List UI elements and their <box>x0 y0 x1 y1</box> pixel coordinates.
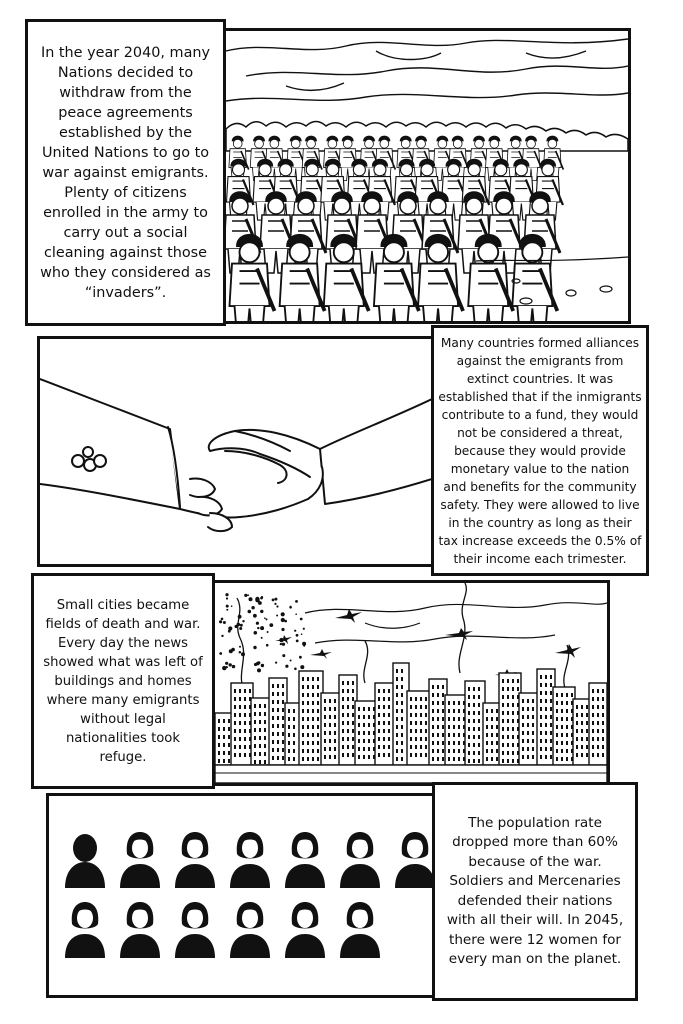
caption-population <box>432 782 638 1001</box>
caption-text: Small cities became fields of death and war. Every day the news showed what was left of buildings and homes where many emigrants without legal nationalities took refuge. <box>43 597 203 765</box>
woman-silhouette <box>285 902 325 958</box>
woman-silhouette <box>120 832 160 888</box>
woman-silhouette <box>65 902 105 958</box>
caption-war-declaration <box>25 19 226 326</box>
caption-text: In the year 2040, many Nations decided to withdraw from the peace agreements established by the United Nations to go to war against emigrants. Plenty of citizens enrolled in the army to carry out a social cleaning against those who they considered as “invaders”. <box>40 44 211 301</box>
woman-silhouette <box>285 832 325 888</box>
panel-soldiers <box>223 28 631 324</box>
population-silhouettes-icon <box>49 796 433 995</box>
burning-city-icon <box>215 583 607 783</box>
woman-silhouette <box>230 902 270 958</box>
woman-silhouette <box>175 832 215 888</box>
soldiers-marching-icon <box>226 31 628 321</box>
panel-population <box>46 793 436 998</box>
panel-burning-city <box>212 580 610 786</box>
panel-handshake <box>37 336 435 567</box>
woman-silhouette <box>175 902 215 958</box>
woman-silhouette <box>340 902 380 958</box>
caption-text: Many countries formed alliances against the emigrants from extinct countries. It was established that if the inmigrants contribute to a fund, they would not be considered a threat, because they would provide monetary value to the nation and benefits for the community safety. They were allowed to live in the country as long as their tax increase exceeds the 0.5% of their income each trimester. <box>438 335 642 566</box>
woman-silhouette <box>120 902 160 958</box>
caption-text: The population rate dropped more than 60% because of the war. Soldiers and Mercenaries defended their nations with all their will. In 2045, there were 12 women for every man on the planet. <box>446 814 624 967</box>
handshake-icon <box>40 339 432 564</box>
man-silhouette <box>65 834 105 888</box>
woman-silhouette <box>340 832 380 888</box>
woman-silhouette <box>230 832 270 888</box>
caption-cities <box>31 573 215 789</box>
woman-silhouette <box>395 832 433 888</box>
caption-alliances <box>431 325 649 576</box>
